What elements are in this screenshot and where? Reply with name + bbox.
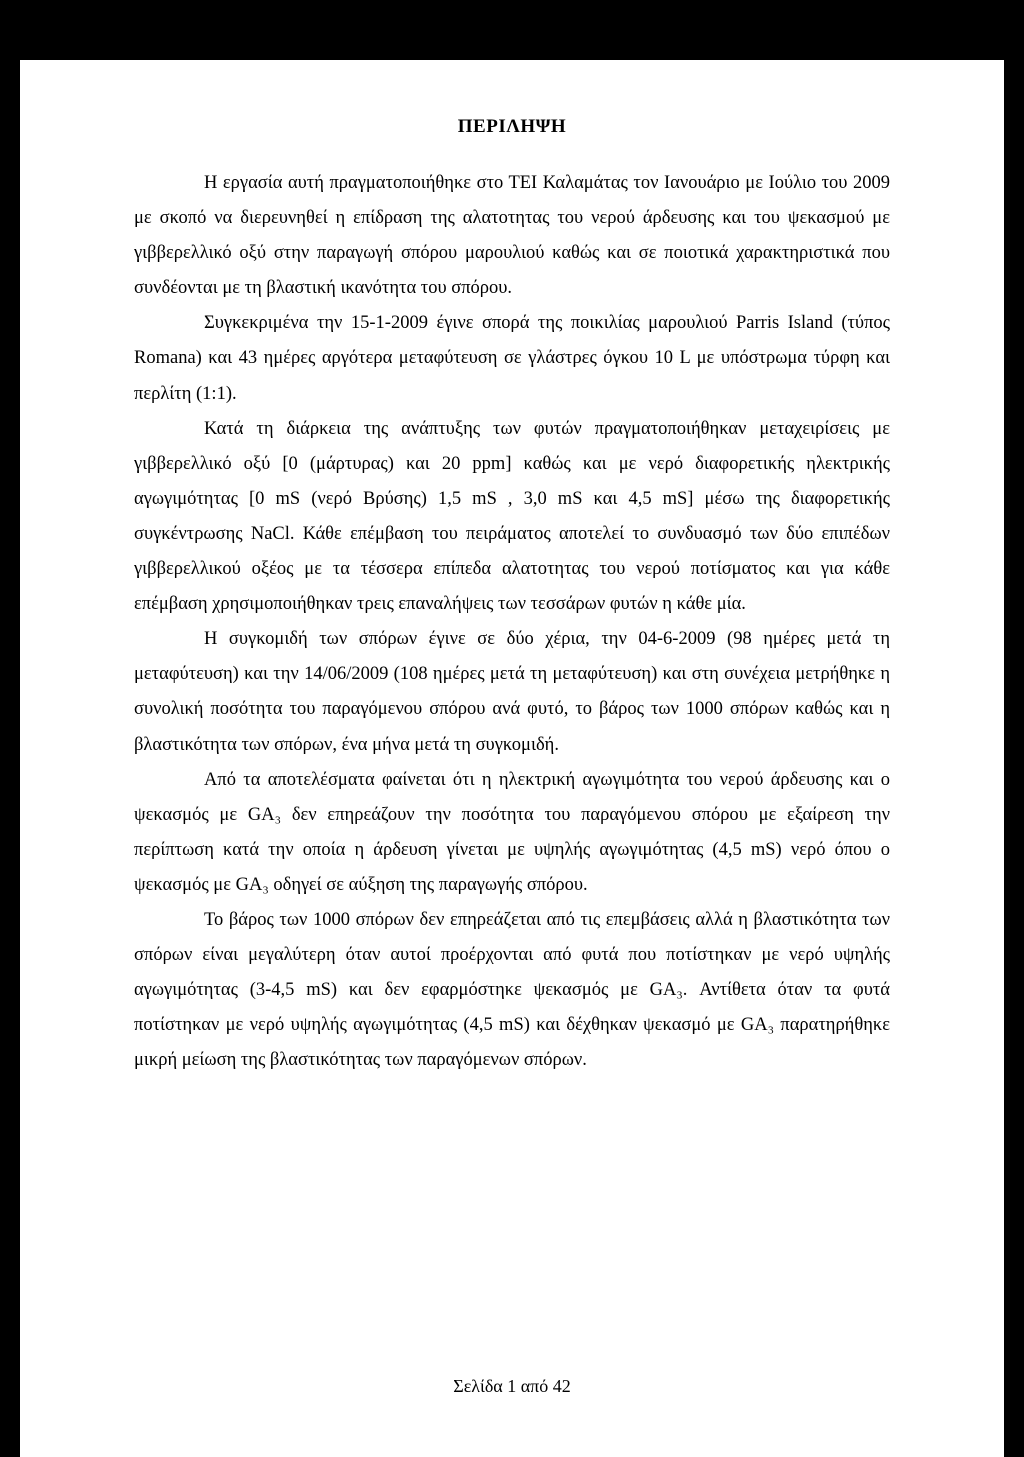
paragraph-6: Το βάρος των 1000 σπόρων δεν επηρεάζεται από τις επεμβάσεις αλλά η βλαστικότητα των σπόρων είναι μεγαλύτερη όταν αυτοί προέρχονται από φυτά που ποτίστηκαν με νερό υψηλής αγωγιμότητας (3-4,5 mS) και δεν εφαρμόστηκε ψεκασμός με GA₃. Αντίθετα όταν τα φυτά ποτίστηκαν με νερό υψηλής αγωγιμότητας (4,5 mS) και δέχθηκαν ψεκασμό με GA₃ παρατηρήθηκε μικρή μείωση της βλαστικότητας των παραγόμενων σπόρων.: [134, 909, 890, 1071]
abstract-body: [134, 166, 890, 1078]
document-page: [20, 60, 1004, 1457]
paragraph-1: Η εργασία αυτή πραγματοποιήθηκε στο ΤΕΙ Καλαμάτας τον Ιανουάριο με Ιούλιο του 2009 με σκοπό να διερευνηθεί η επίδραση της αλατοτητας του νερού άρδευσης και του ψεκασμού με γιββερελλικό οξύ στην παραγωγή σπόρου μαρουλιού καθώς και σε ποιοτικά χαρακτηριστικά που συνδέονται με τη βλαστική ικανότητα του σπόρου.: [134, 173, 890, 299]
paragraph-3: Κατά τη διάρκεια της ανάπτυξης των φυτών πραγματοποιήθηκαν μεταχειρίσεις με γιββερελλικό οξύ [0 (μάρτυρας) και 20 ppm] καθώς και με νερό διαφορετικής ηλεκτρικής αγωγιμότητας [0 mS (νερό Βρύσης) 1,5 mS , 3,0 mS και 4,5 mS] μέσω της διαφορετικής συγκέντρωσης NaCl. Κάθε επέμβαση του πειράματος αποτελεί το συνδυασμό των δύο επιπέδων γιββερελλικού οξέος με τα τέσσερα επίπεδα αλατοτητας του νερού ποτίσματος και για κάθε επέμβαση χρησιμοποιήθηκαν τρεις επαναλήψεις των τεσσάρων φυτών η κάθε μία.: [134, 418, 890, 615]
paragraph-4: Η συγκομιδή των σπόρων έγινε σε δύο χέρια, την 04-6-2009 (98 ημέρες μετά τη μεταφύτευση) και την 14/06/2009 (108 ημέρες μετά τη μεταφύτευση) και στη συνέχεια μετρήθηκε η συνολική ποσότητα του παραγόμενου σπόρου ανά φυτό, το βάρος των 1000 σπόρων καθώς και η βλαστικότητα των σπόρων, ένα μήνα μετά τη συγκομιδή.: [134, 629, 890, 755]
paragraph-5: Από τα αποτελέσματα φαίνεται ότι η ηλεκτρική αγωγιμότητα του νερού άρδευσης και ο ψεκασμός με GA₃ δεν επηρεάζουν την ποσότητα του παραγόμενου σπόρου με εξαίρεση την περίπτωση κατά την οποία η άρδευση γίνεται με υψηλής αγωγιμότητας (4,5 mS) νερό όπου ο ψεκασμός με GA₃ οδηγεί σε αύξηση της παραγωγής σπόρου.: [134, 769, 890, 895]
paragraph-2: Συγκεκριμένα την 15-1-2009 έγινε σπορά της ποικιλίας μαρουλιού Parris Island (τύπος Romana) και 43 ημέρες αργότερα μεταφύτευση σε γλάστρες όγκου 10 L με υπόστρωμα τύρφη και περλίτη (1:1).: [134, 313, 890, 404]
page-title: ΠΕΡΙΛΗΨΗ: [457, 116, 567, 137]
page-number-footer: Σελίδα 1 από 42: [453, 1376, 571, 1396]
